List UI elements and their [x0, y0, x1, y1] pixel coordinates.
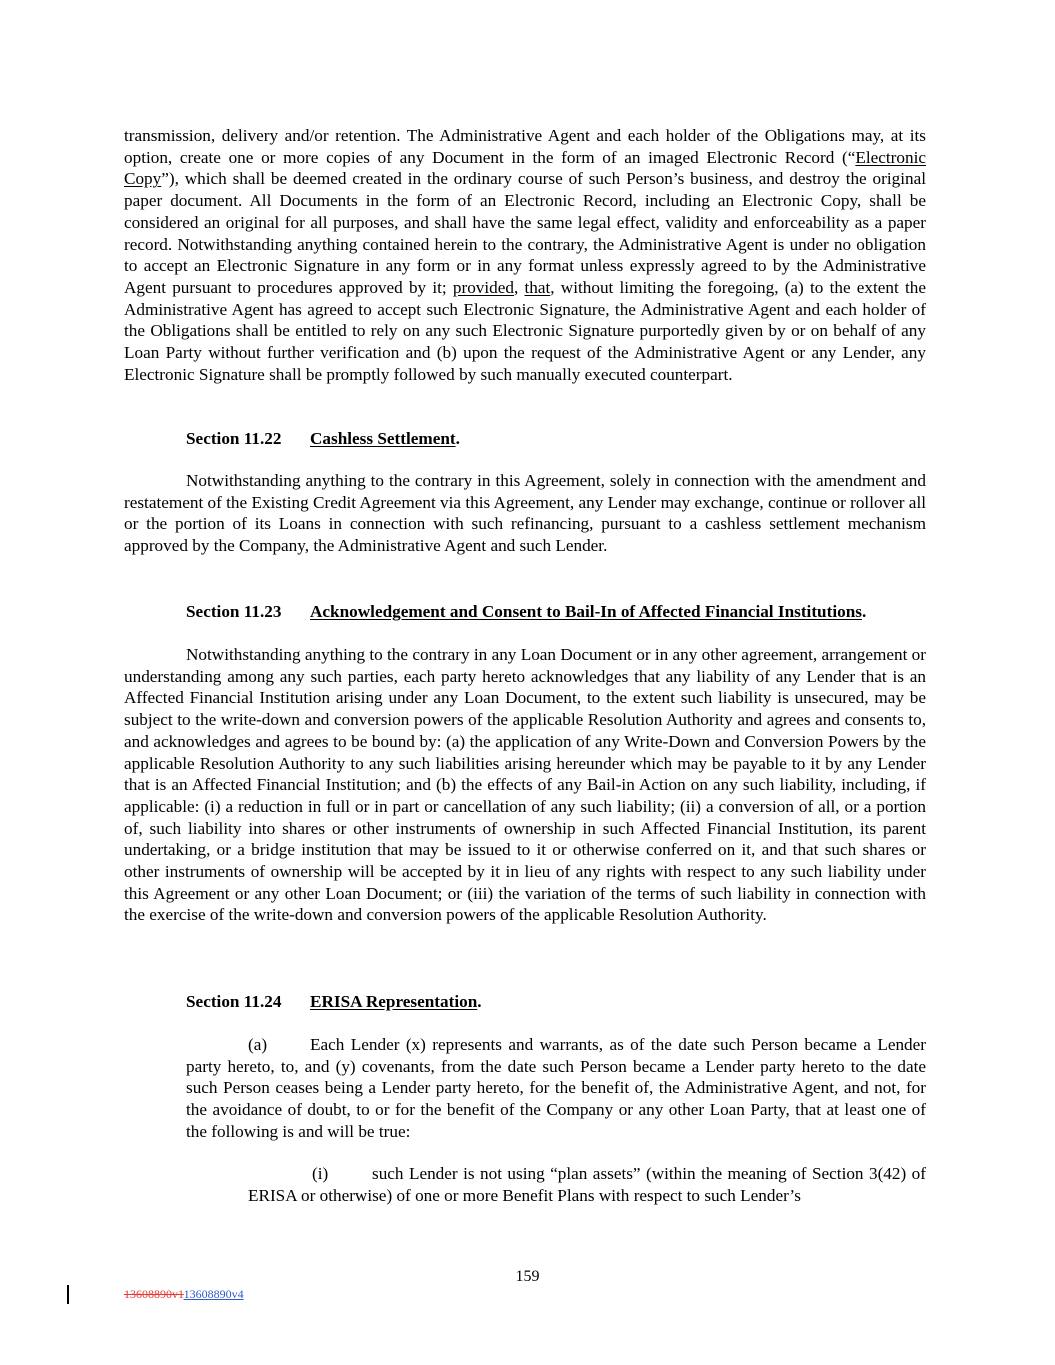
term-that: that: [524, 277, 551, 297]
clause-i: [248, 1163, 926, 1206]
section-11-23-body: Notwithstanding anything to the contrary in any Loan Document or in any other agreement, arrangement or understanding among any such parties, each party hereto acknowledges that any liability of any Lender that is an Affected Financial Institution arising under any Loan Document, to the extent such liability is unsecured, may be subject to the write-down and conversion powers of the applicable Resolution Authority and agrees and consents to, and acknowledges and agrees to be bound by: (a) the application of any Write-Down and Conversion Powers by the applicable Resolution Authority to any such liabilities arising hereunder which may be payable to it by any Lender that is an Affected Financial Institution; and (b) the effects of any Bail-in Action on any such liability, including, if applicable: (i) a reduction in full or in part or cancellation of any such liability; (ii) a conversion of all, or a portion of, such liability into shares or other instruments of ownership in such Affected Financial Institution, its parent undertaking, or a bridge institution that may be issued to it or otherwise conferred on it, and that such shares or other instruments of ownership will be accepted by it in lieu of any rights with respect to any such liability under this Agreement or any other Loan Document; or (iii) the variation of the terms of such liability in connection with the exercise of the write-down and conversion powers of the applicable Resolution Authority.: [124, 645, 926, 925]
section-title: Cashless Settlement: [310, 429, 456, 448]
section-number: Section 11.23: [186, 602, 282, 621]
change-bar: [67, 1285, 69, 1304]
document-id: [124, 1287, 244, 1302]
clause-a-label: (a): [248, 1035, 268, 1054]
defined-term-electronic-copy: Electronic Copy: [124, 147, 926, 189]
paragraph-electronic-records: transmission, delivery and/or retention. The Administrative Agent and each holder of the Obligations may, at its option, create one or more copies of any Document in the form of an imaged Electronic Record (“Electronic Copy”), which shall be deemed created in the ordinary course of such Person’s business, and destroy the original paper document. All Documents in the form of an Electronic Record, including an Electronic Copy, shall be considered an original for all purposes, and shall have the same legal effect, validity and enforceability as a paper record. Notwithstanding anything contained herein to the contrary, the Administrative Agent is under no obligation to accept an Electronic Signature in any form or in any format unless expressly agreed to by the Administrative Agent pursuant to procedures approved by it; provided, that, without limiting the foregoing, (a) to the extent the Administrative Agent has agreed to accept such Electronic Signature, the Administrative Agent and each holder of the Obligations shall be entitled to rely on any such Electronic Signature purportedly given by or on behalf of any Loan Party without further verification and (b) upon the request of the Administrative Agent or any Lender, any Electronic Signature shall be promptly followed by such manually executed counterpart.: [124, 126, 926, 384]
clause-a: [186, 1034, 926, 1143]
section-title: Acknowledgement and Consent to Bail-In of Affected Financial Institutions: [310, 602, 862, 621]
section-number: Section 11.24: [186, 992, 282, 1011]
clause-i-body: such Lender is not using “plan assets” (within the meaning of Section 3(42) of ERISA or otherwise) of one or more Benefit Plans with respect to such Lender’s: [248, 1164, 926, 1205]
section-title: ERISA Representation: [310, 992, 478, 1011]
page-number: 159: [515, 1268, 540, 1285]
section-11-23-heading: Section 11.23 Acknowledgement and Consent to Bail-In of Affected Financial Institutions.: [186, 602, 867, 621]
clause-a-body: Each Lender (x) represents and warrants, as of the date such Person became a Lender party hereto, to, and (y) covenants, from the date such Person became a Lender party hereto to the date such Person ceases being a Lender party hereto, for the benefit of, the Administrative Agent, and not, for the avoidance of doubt, to or for the benefit of the Company or any other Loan Party, that at least one of the following is and will be true:: [186, 1035, 926, 1141]
term-provided: provided: [452, 277, 514, 297]
doc-id-deleted: 13608890v1: [124, 1287, 184, 1301]
doc-id-inserted: 13608890v4: [183, 1287, 244, 1301]
section-number: Section 11.22: [186, 429, 282, 448]
clause-i-label: (i): [312, 1164, 329, 1183]
section-11-22-heading: Section 11.22 Cashless Settlement.: [186, 429, 460, 448]
section-11-24-heading: Section 11.24 ERISA Representation.: [186, 992, 482, 1011]
section-11-22-body: Notwithstanding anything to the contrary in this Agreement, solely in connection with the amendment and restatement of the Existing Credit Agreement via this Agreement, any Lender may exchange, continue or rollover all or the portion of its Loans in connection with such refinancing, pursuant to a cashless settlement mechanism approved by the Company, the Administrative Agent and such Lender.: [124, 471, 926, 556]
